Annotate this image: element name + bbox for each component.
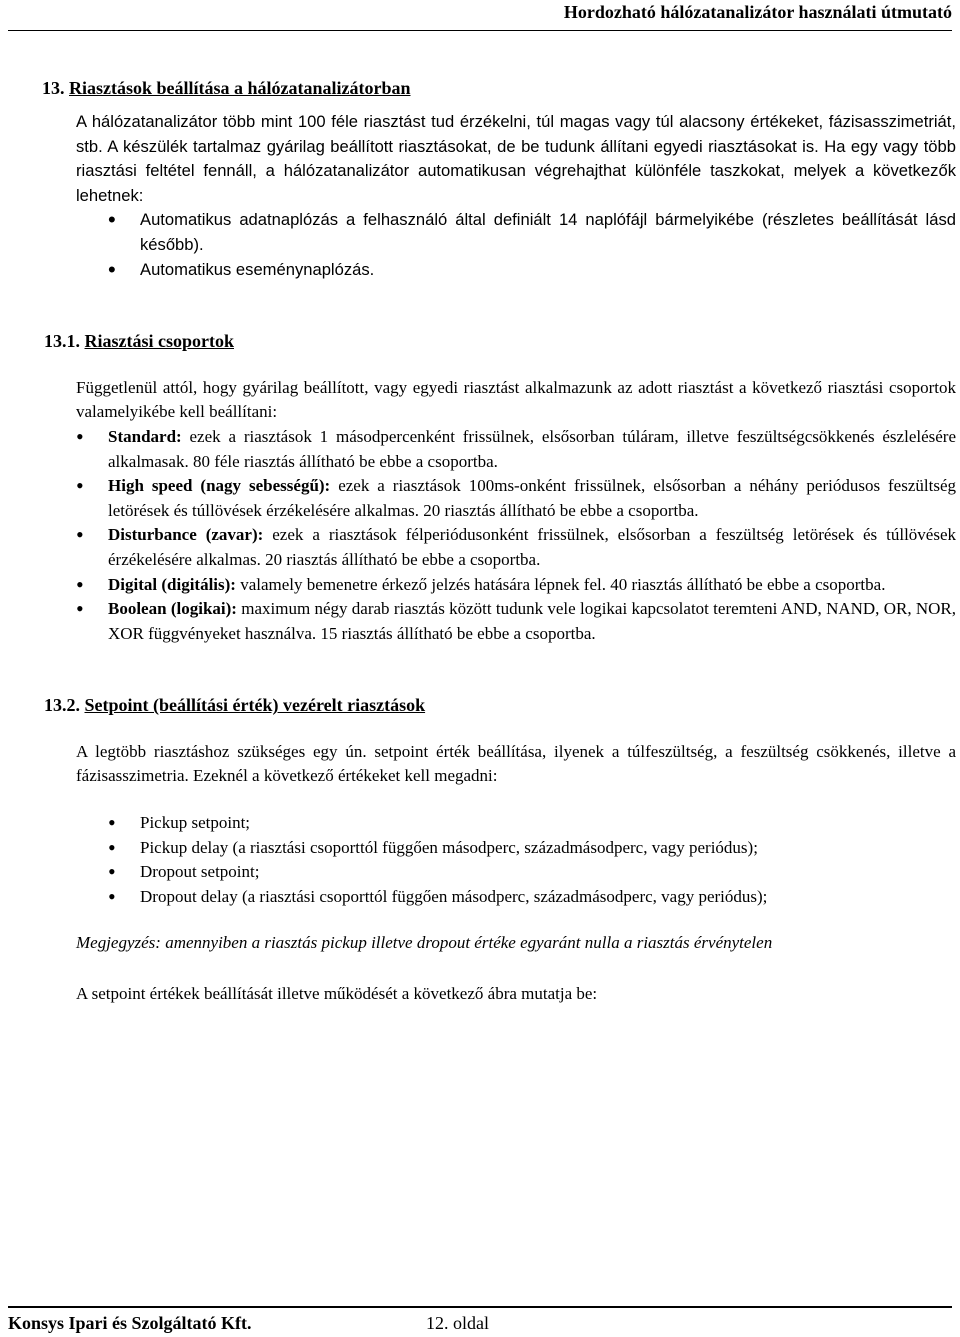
alarm-group-list: [76, 425, 956, 646]
setpoint-list: [108, 811, 956, 909]
list-item: [76, 474, 956, 523]
group-term: Standard:: [108, 426, 182, 446]
group-text: ezek a riasztások 100ms-onként frissülnek, elsősorban a néhány periódusos feszültség letörések és túllövések érzékelésére alkalmas. 20 riasztás állítható be ebbe a csoportba.: [108, 476, 956, 520]
footer-company: Konsys Ipari és Szolgáltató Kft.: [8, 1313, 252, 1333]
group-term: Digital (digitális):: [108, 574, 236, 594]
list-item: • Dropout delay (a riasztási csoporttól függően másodperc, századmásodperc, vagy periódus);: [108, 885, 956, 910]
list-item: [76, 597, 956, 646]
list-item: • Pickup delay (a riasztási csoporttól függően másodperc, századmásodperc, vagy periódus);: [108, 836, 956, 861]
section-13-number: 13.: [42, 78, 65, 98]
list-item: [76, 573, 956, 598]
section-13-2-note: Megjegyzés: amennyiben a riasztás pickup illetve dropout értéke egyaránt nulla a riasztás érvénytelen: [76, 933, 773, 953]
running-header: Hordozható hálózatanalizátor használati útmutató: [563, 2, 952, 22]
section-13-intro: A hálózatanalizátor több mint 100 féle riasztást tud érzékelni, túl magas vagy túl alacsony értékeket, fázisasszimetriát, stb. A készülék tartalmaz gyárilag beállított riasztásokat, de be tudunk állítani egyedi riasztásokat is. Ha egy vagy több riasztási feltétel fennáll, a hálózatanalizátor automatikusan végrehajthat különféle taszkokat, melyek a következők lehetnek:: [76, 112, 956, 205]
list-item: [76, 425, 956, 474]
page-body: [44, 78, 957, 1007]
footer-rule: [8, 1306, 952, 1308]
footer-page-number: 12. oldal: [426, 1313, 489, 1333]
section-13-2-title: Setpoint (beállítási érték) vezérelt riasztások: [84, 695, 426, 716]
section-13-1-intro: Függetlenül attól, hogy gyárilag beállított, vagy egyedi riasztást alkalmazunk az adott riasztást a következő riasztási csoportok valamelyikébe kell beállítani:: [76, 377, 956, 422]
group-text: ezek a riasztások félperiódusonként frissülnek, elsősorban a feszültség letörések és túllövések érzékelésére alkalmas. 20 riasztás állítható be ebbe a csoportba.: [108, 525, 956, 569]
group-term: Boolean (logikai):: [108, 599, 237, 619]
list-item: • Pickup setpoint;: [108, 811, 956, 836]
header-rule: [8, 30, 952, 31]
list-item: • Automatikus eseménynaplózás.: [108, 258, 956, 283]
group-text: maximum négy darab riasztás között tudunk vele logikai kapcsolatot teremteni AND, NAND, OR, NOR, XOR függvényeket használva. 15 riasztás állítható be ebbe a csoportba.: [108, 599, 957, 643]
section-13-1-heading: [44, 329, 956, 354]
section-13-2-intro: A legtöbb riasztáshoz szükséges egy ún. setpoint érték beállítása, ilyenek a túlfeszültség, a feszültség csökkenés, illetve a fázisasszimetria. Ezeknél a következő értékeket kell megadni:: [76, 741, 956, 786]
list-item: • Dropout setpoint;: [108, 860, 956, 885]
section-13-2-number: 13.2.: [44, 695, 80, 716]
section-13-title: Riasztások beállítása a hálózatanalizátorban: [69, 78, 411, 98]
group-term: Disturbance (zavar):: [108, 525, 264, 545]
group-term: High speed (nagy sebességű):: [108, 476, 331, 496]
list-item: [76, 523, 956, 572]
section-13-1-number: 13.1.: [44, 331, 80, 352]
section-13-2-heading: [44, 693, 956, 718]
section-13-2-closing: A setpoint értékek beállítását illetve működését a következő ábra mutatja be:: [76, 984, 598, 1004]
section-13-list: [108, 208, 956, 282]
list-item: • Automatikus adatnaplózás a felhasználó által definiált 14 naplófájl bármelyikébe (részletes beállítását lásd később).: [108, 208, 956, 257]
group-text: ezek a riasztások 1 másodpercenként frissülnek, elsősorban túláram, illetve feszültségcsökkenés észlelésére alkalmasak. 80 féle riasztás állítható be ebbe a csoportba.: [108, 426, 957, 471]
group-text: valamely bemenetre érkező jelzés hatására lépnek fel. 40 riasztás állítható be ebbe a csoportba.: [240, 574, 886, 594]
section-13-1-title: Riasztási csoportok: [84, 331, 234, 352]
